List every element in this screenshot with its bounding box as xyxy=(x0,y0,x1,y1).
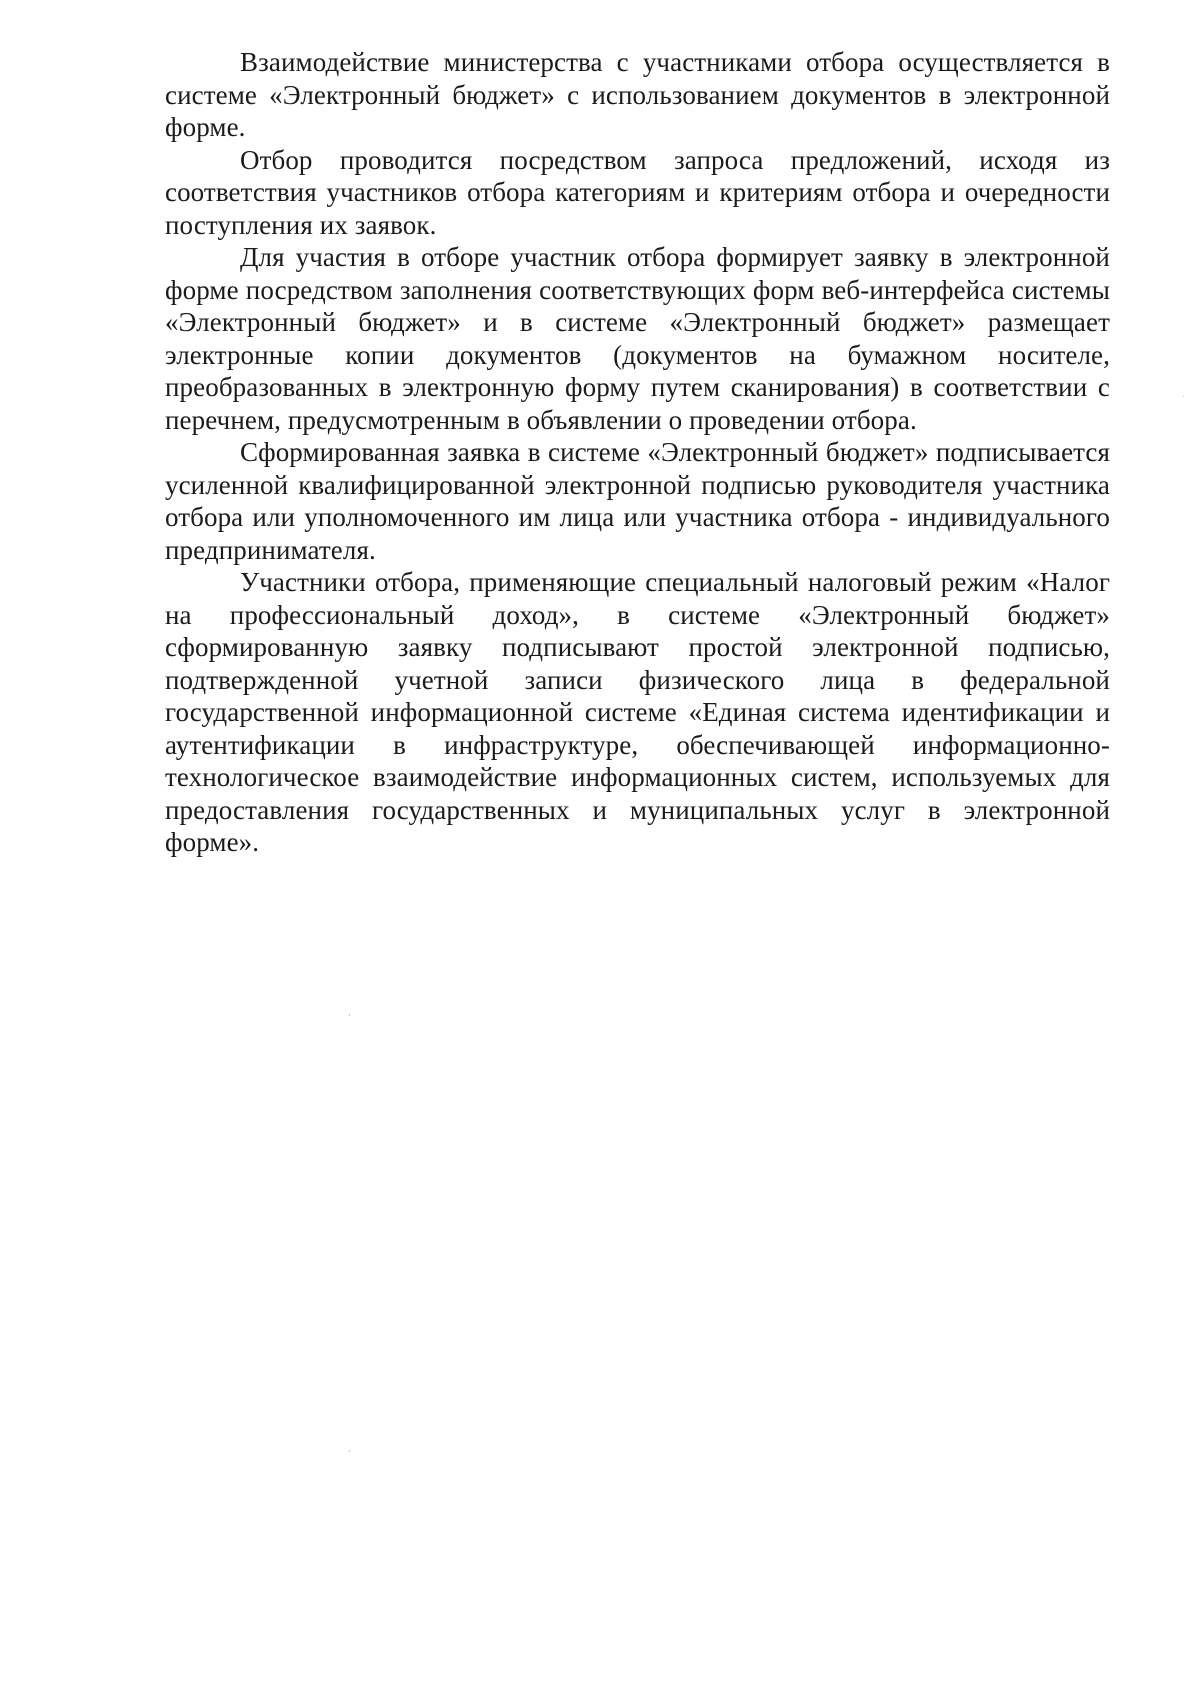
paragraph-interaction: Взаимодействие министерства с участниками отбора осуществляется в системе «Электронный бюджет» с использованием документов в электронной форме. xyxy=(165,47,1110,142)
paragraph-self-employed-signing: Участники отбора, применяющие специальный налоговый режим «Налог на профессиональный доход», в системе «Электронный бюджет» сформированную заявку подписывают простой электронной подписью, подтвержденной учетной записи физического лица в федеральной государственной информационной системе «Единая система идентификации и аутентификации в инфраструктуре, обеспечивающей информационно-технологическое взаимодействие информационных систем, используемых для предоставления государственных и муниципальных услуг в электронной форме». xyxy=(165,567,1110,857)
scan-speck xyxy=(349,1450,350,1452)
scan-speck xyxy=(349,1014,350,1016)
paragraph-application-signing: Сформированная заявка в системе «Электронный бюджет» подписывается усиленной квалифицированной электронной подписью руководителя участника отбора или уполномоченного им лица или участника отбора - индивидуального предпринимателя. xyxy=(165,437,1110,565)
paragraph-selection-method: Отбор проводится посредством запроса предложений, исходя из соответствия участников отбора категориям и критериям отбора и очередности поступления их заявок. xyxy=(165,144,1110,240)
scan-speck xyxy=(1183,396,1184,397)
document-body xyxy=(165,46,1110,859)
paragraph-application-submission: Для участия в отборе участник отбора формирует заявку в электронной форме посредством заполнения соответствующих форм веб-интерфейса системы «Электронный бюджет» и в системе «Электронный бюджет» размещает электронные копии документов (документов на бумажном носителе, преобразованных в электронную форму путем сканирования) в соответствии с перечнем, предусмотренным в объявлении о проведении отбора. xyxy=(165,242,1110,435)
